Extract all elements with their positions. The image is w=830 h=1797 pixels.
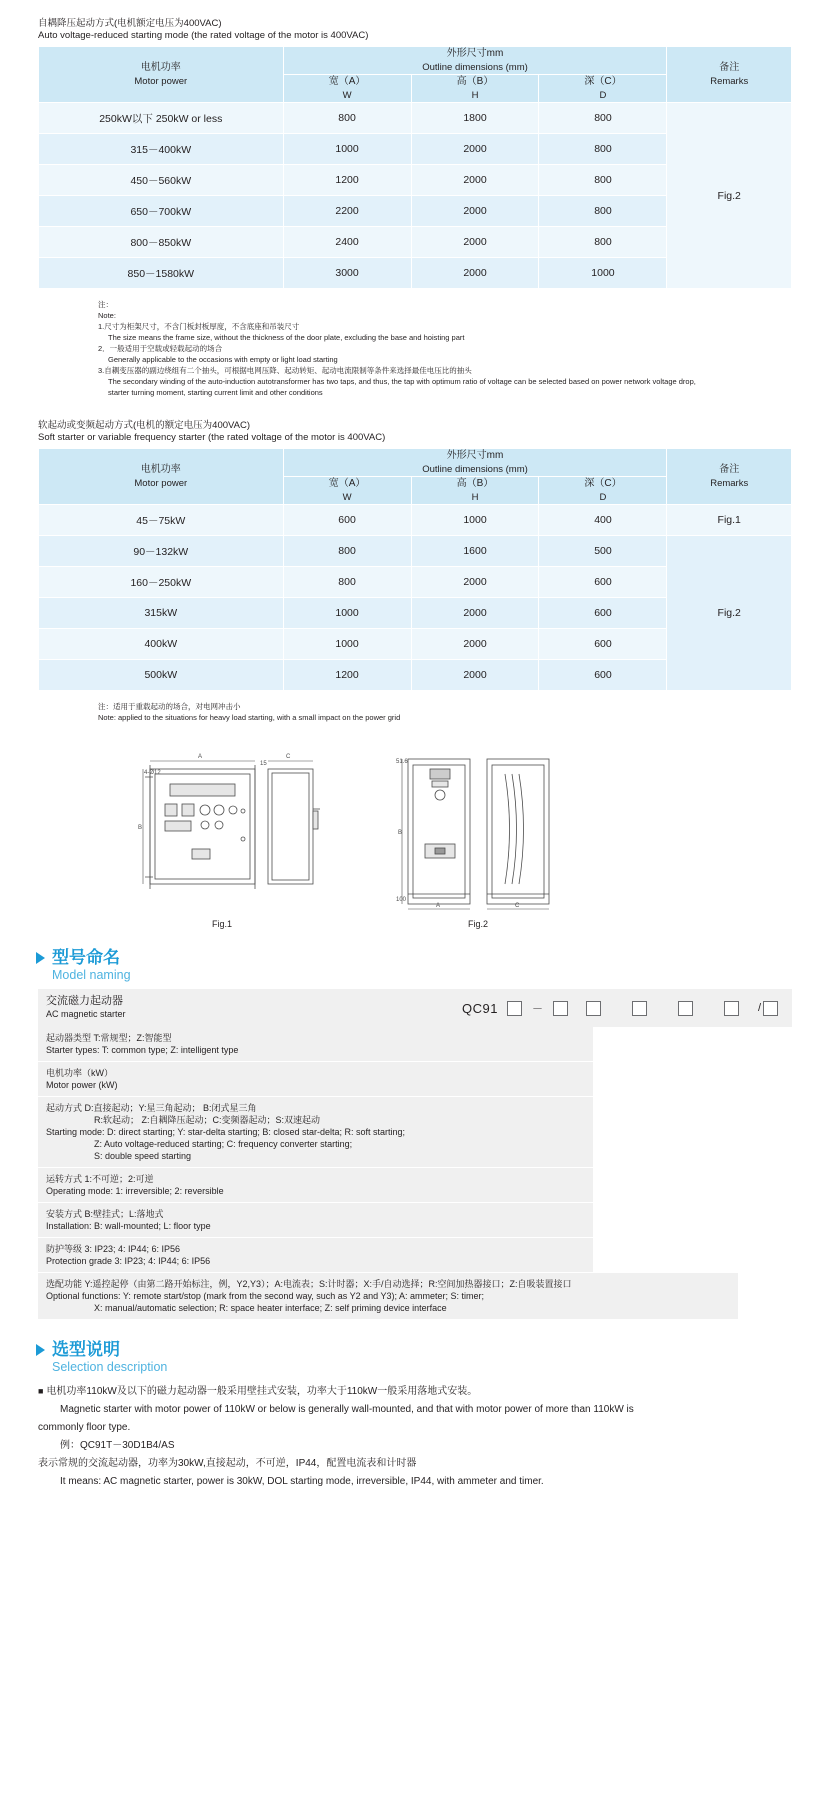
product-name-en: AC magnetic starter <box>46 1009 126 1019</box>
selection-title-cn: 选型说明 <box>52 1340 120 1359</box>
cell-power: 45－75kW <box>39 505 284 536</box>
table2-header-row-1 <box>39 449 792 477</box>
table1-th-h: 高（B） H <box>411 75 539 103</box>
cell-w: 800 <box>283 567 411 598</box>
cell-w: 1200 <box>283 660 411 691</box>
fig2-caption: Fig.2 <box>467 919 489 929</box>
cell-remarks: Fig.1 <box>667 505 792 536</box>
table-soft-starter <box>38 448 792 691</box>
code-box-7[interactable] <box>763 1001 778 1016</box>
fig2-dim-bottom: 100 <box>396 897 407 903</box>
table2-th-dims: 外形尺寸mm Outline dimensions (mm) <box>283 449 667 477</box>
note-line: Generally applicable to the occasions with empty or light load starting <box>108 355 338 364</box>
fig2-dim-top: 51.6 <box>396 759 408 765</box>
figures-area <box>0 749 830 934</box>
table2-th-power: 电机功率 Motor power <box>39 449 284 505</box>
code-dash: － <box>531 1003 543 1015</box>
table-row <box>39 536 792 567</box>
cell-h: 1800 <box>411 103 539 134</box>
table1-th-power: 电机功率 Motor power <box>39 47 284 103</box>
fig2-dim-a: A <box>436 903 441 909</box>
table1-th-dims: 外形尺寸mm Outline dimensions (mm) <box>283 47 667 75</box>
note-line: Note: <box>98 311 116 320</box>
cell-h: 2000 <box>411 567 539 598</box>
naming-code-row <box>38 989 792 1027</box>
table2-notes <box>98 701 792 723</box>
code-slash: / <box>757 1002 761 1014</box>
table2-caption-en: Soft starter or variable frequency starter (the rated voltage of the motor is 400VAC) <box>38 432 386 443</box>
code-box-5[interactable] <box>678 1001 693 1016</box>
cell-h: 2000 <box>411 258 539 289</box>
cell-remarks: Fig.2 <box>667 536 792 691</box>
note-line: starter turning moment, starting current limit and other conditions <box>108 388 323 397</box>
cell-w: 600 <box>283 505 411 536</box>
cell-w: 800 <box>283 103 411 134</box>
cell-w: 1200 <box>283 165 411 196</box>
naming-row-protection-grade: 防护等级 3: IP23; 4: IP44; 6: IP56 Protection grade 3: IP23; 4: IP44; 6: IP56 <box>38 1238 593 1273</box>
fig1-dim-b: B <box>138 825 143 831</box>
fig1-dim-a: A <box>198 754 203 760</box>
fig1-dim-15: 15 <box>260 761 267 767</box>
cell-power: 500kW <box>39 660 284 691</box>
naming-row-starter-type: 起动器类型 T:常规型；Z:智能型 Starter types: T: common type; Z: intelligent type <box>38 1027 593 1062</box>
model-code-prefix: QC91 <box>461 1000 498 1016</box>
table2-th-h: 高（B） H <box>411 477 539 505</box>
selection-p1-en-1: Magnetic starter with motor power of 110kW or below is generally wall-mounted, and that with motor power of more than 110kW is <box>60 1404 634 1415</box>
cell-w: 2200 <box>283 196 411 227</box>
note-line: 注： <box>98 300 113 309</box>
selection-p3-cn: 表示常规的交流起动器，功率为30kW,直接起动，不可逆，IP44，配置电流表和计时器 <box>38 1458 417 1469</box>
table2-th-remarks: 备注 Remarks <box>667 449 792 505</box>
cell-power: 400kW <box>39 629 284 660</box>
cell-d: 800 <box>539 103 667 134</box>
table1-caption-cn: 自耦降压起动方式(电机额定电压为400VAC) <box>38 18 222 29</box>
selection-p1-en-2: commonly floor type. <box>38 1422 131 1433</box>
table2-th-w: 宽（A） W <box>283 477 411 505</box>
table1-caption <box>38 18 792 42</box>
code-box-4[interactable] <box>632 1001 647 1016</box>
naming-row-installation: 安装方式 B:壁挂式；L:落地式 Installation: B: wall-mounted; L: floor type <box>38 1203 593 1238</box>
code-box-6[interactable] <box>724 1001 739 1016</box>
cell-w: 1000 <box>283 629 411 660</box>
table-row <box>39 103 792 134</box>
triangle-icon <box>36 952 45 964</box>
table1-th-d: 深（C） D <box>539 75 667 103</box>
cell-h: 1600 <box>411 536 539 567</box>
cell-d: 800 <box>539 165 667 196</box>
cell-h: 2000 <box>411 134 539 165</box>
cell-w: 1000 <box>283 598 411 629</box>
cell-power: 90－132kW <box>39 536 284 567</box>
product-name-cn: 交流磁力起动器 <box>46 995 123 1007</box>
cell-power: 850－1580kW <box>39 258 284 289</box>
selection-description-body <box>38 1383 798 1490</box>
note-line: The size means the frame size, without the thickness of the door plate, excluding the base and hoisting part <box>108 333 465 342</box>
cell-power: 315－400kW <box>39 134 284 165</box>
table1-notes <box>98 299 792 398</box>
selection-example: 例：QC91T－30D1B4/AS <box>60 1440 175 1451</box>
fig2-dim-b: B <box>398 830 403 836</box>
table1-header-row-1 <box>39 47 792 75</box>
model-naming-title-en: Model naming <box>52 968 131 982</box>
cell-power: 315kW <box>39 598 284 629</box>
naming-row-operating-mode: 运转方式 1:不可逆；2:可逆 Operating mode: 1: irreversible; 2: reversible <box>38 1168 593 1203</box>
cell-d: 600 <box>539 660 667 691</box>
note-line: 3.自耦变压器的副边绕组有二个抽头，可根据电网压降、起动转矩、起动电流限制等条件来选择最佳电压比的抽头 <box>98 366 472 375</box>
cell-h: 2000 <box>411 598 539 629</box>
table-auto-voltage-reduced <box>38 46 792 289</box>
table-row <box>39 505 792 536</box>
naming-row-optional-functions: 选配功能 Y:遥控起停（由第二路开始标注，例，Y2,Y3）；A:电流表；S:计时器；X:手/自动选择；R:空间加热器接口；Z:自吸装置接口 Optional functions: Y: remote start/stop (mark from the second way, such as Y2 and Y3); A: ammeter; S: timer; X: manual/automatic selection; R: space heater interface; Z: self priming device interface <box>38 1273 738 1320</box>
cell-h: 2000 <box>411 196 539 227</box>
table1-th-remarks: 备注 Remarks <box>667 47 792 103</box>
model-naming-title-cn: 型号命名 <box>52 948 120 967</box>
note-line: 1.尺寸为柜架尺寸，不含门板封板厚度，不含底座和吊装尺寸 <box>98 322 300 331</box>
cell-h: 2000 <box>411 227 539 258</box>
section-heading-model-naming <box>36 948 830 983</box>
cell-w: 2400 <box>283 227 411 258</box>
bullet-square-icon: ■ <box>38 1386 44 1396</box>
note-line: Note: applied to the situations for heavy load starting, with a small impact on the power grid <box>98 713 401 722</box>
code-box-3[interactable] <box>586 1001 601 1016</box>
selection-p3-en: It means: AC magnetic starter, power is 30kW, DOL starting mode, irreversible, IP44, with ammeter and timer. <box>60 1476 544 1487</box>
cell-d: 600 <box>539 567 667 598</box>
cell-h: 2000 <box>411 629 539 660</box>
cell-d: 600 <box>539 629 667 660</box>
note-line: 注：适用于重载起动的场合，对电网冲击小 <box>98 702 241 711</box>
fig1-dim-holes: 4-Ø12 <box>144 770 161 776</box>
cell-d: 400 <box>539 505 667 536</box>
cell-d: 800 <box>539 227 667 258</box>
cell-power: 450－560kW <box>39 165 284 196</box>
section-heading-selection <box>36 1340 830 1375</box>
naming-row-starting-mode: 起动方式 D:直接起动；Y:星三角起动； B:闭式星三角 R:软起动； Z:自耦降压起动；C:变频器起动；S:双速起动 Starting mode: D: direct starting; Y: star-delta starting; B: closed star-delta; R: soft starting; Z: Auto voltage-reduced starting; C: frequency converter starting; S: double speed starting <box>38 1097 593 1168</box>
note-line: 2．一般适用于空载或轻载起动的场合 <box>98 344 223 353</box>
note-line: The secondary winding of the auto-induction autotransformer has two taps, and thus, the tap with optimum ratio of voltage can be selected based on power network voltage drop, <box>108 377 696 386</box>
selection-title-en: Selection description <box>52 1360 168 1374</box>
fig1-dim-c: C <box>286 754 291 760</box>
model-naming-block <box>38 989 792 1320</box>
cell-remarks: Fig.2 <box>667 103 792 289</box>
code-box-1[interactable] <box>507 1001 522 1016</box>
selection-p1-cn: ■ 电机功率110kW及以下的磁力起动器一般采用壁挂式安装，功率大于110kW一般采用落地式安装。 <box>38 1386 478 1397</box>
cell-d: 1000 <box>539 258 667 289</box>
cell-d: 800 <box>539 196 667 227</box>
cell-w: 800 <box>283 536 411 567</box>
cell-w: 1000 <box>283 134 411 165</box>
fig1-caption: Fig.1 <box>211 919 233 929</box>
triangle-icon <box>36 1344 45 1356</box>
table2-th-d: 深（C） D <box>539 477 667 505</box>
cell-d: 500 <box>539 536 667 567</box>
table2-caption-cn: 软起动或变频起动方式(电机的额定电压为400VAC) <box>38 420 251 431</box>
cell-h: 2000 <box>411 165 539 196</box>
table1-caption-en: Auto voltage-reduced starting mode (the rated voltage of the motor is 400VAC) <box>38 30 369 41</box>
cell-d: 600 <box>539 598 667 629</box>
cell-power: 160－250kW <box>39 567 284 598</box>
cell-w: 3000 <box>283 258 411 289</box>
cell-h: 2000 <box>411 660 539 691</box>
section-auto-voltage-reduced <box>38 18 792 398</box>
table1-th-w: 宽（A） W <box>283 75 411 103</box>
cell-power: 250kW以下 250kW or less <box>39 103 284 134</box>
cell-power: 800－850kW <box>39 227 284 258</box>
section-soft-starter <box>38 420 792 723</box>
cell-h: 1000 <box>411 505 539 536</box>
code-box-2[interactable] <box>553 1001 568 1016</box>
cell-d: 800 <box>539 134 667 165</box>
cell-power: 650－700kW <box>39 196 284 227</box>
naming-row-motor-power: 电机功率（kW） Motor power (kW) <box>38 1062 593 1097</box>
fig2-dim-c: C <box>515 903 520 909</box>
cabinet-drawings <box>0 749 830 934</box>
table2-caption <box>38 420 792 444</box>
